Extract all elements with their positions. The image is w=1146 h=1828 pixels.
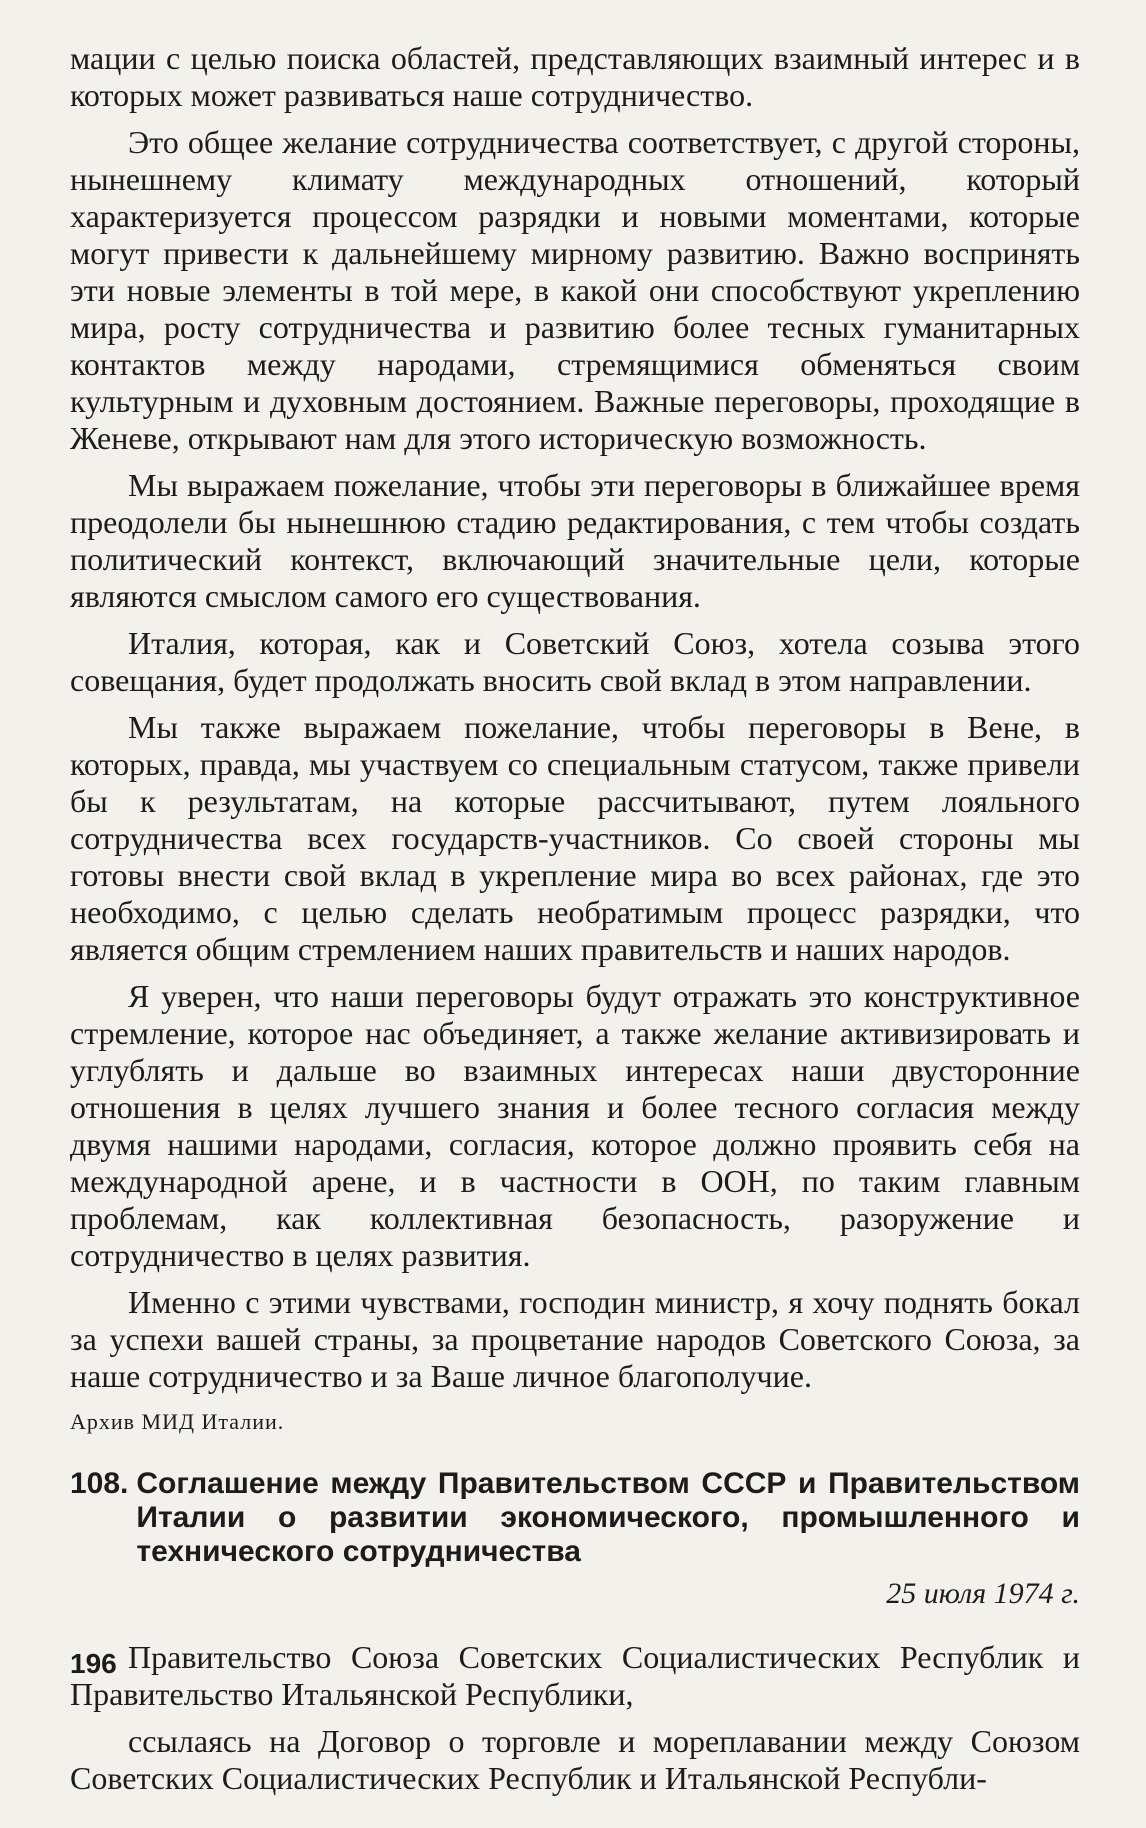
paragraph-7: Именно с этими чувствами, господин министр, я хочу поднять бокал за успехи вашей страны, за процветание народов Советского Союза, за наше сотрудничество и за Ваше личное благополучие. xyxy=(70,1284,1080,1394)
document-title: Соглашение между Правительством СССР и Правительством Италии о развитии экономического, промышленного и технического сотрудничества xyxy=(136,1467,1080,1568)
paragraph-6: Я уверен, что наши переговоры будут отражать это конструктивное стремление, которое нас объединяет, а также желание активизировать и углублять и дальше во взаимных интересах наши двусторонние отношения в целях лучшего знания и более тесного согласия между двумя нашими народами, согласия, которое должно проявить себя на международной арене, и в частности в ООН, по таким главным проблемам, как коллективная безопасность, разоружение и сотрудничество в целях развития. xyxy=(70,978,1080,1273)
paragraph-2: Это общее желание сотрудничества соответствует, с другой стороны, нынешнему климату международных отношений, который характеризуется процессом разрядки и новыми моментами, которые могут привести к дальнейшему мирному развитию. Важно воспринять эти новые элементы в той мере, в какой они способствуют укреплению мира, росту сотрудничества и развитию более тесных гуманитарных контактов между народами, стремящимися обменяться своим культурным и духовным достоянием. Важные переговоры, проходящие в Женеве, открывают нам для этого историческую возможность. xyxy=(70,124,1080,456)
document-number: 108. xyxy=(70,1467,129,1500)
paragraph-5: Мы также выражаем пожелание, чтобы переговоры в Вене, в которых, правда, мы участвуем со специальным статусом, также привели бы к результатам, на которые рассчитывают, путем лояльного сотрудничества всех государств-участников. Со своей стороны мы готовы внести свой вклад в укрепление мира во всех районах, где это необходимо, с целью сделать необратимым процесс разрядки, что является общим стремлением наших правительств и наших народов. xyxy=(70,709,1080,967)
paragraph-9: ссылаясь на Договор о торговле и мореплавании между Союзом Советских Социалистических Республик и Итальянской Республи- xyxy=(70,1723,1080,1796)
page-body xyxy=(70,40,1080,1807)
paragraph-3: Мы выражаем пожелание, чтобы эти переговоры в ближайшее время преодолели бы нынешнюю стадию редактирования, с тем чтобы создать политический контекст, включающий значительные цели, которые являются смыслом самого его существования. xyxy=(70,467,1080,614)
document-date: 25 июля 1974 г. xyxy=(886,1577,1080,1610)
page-number: 196 xyxy=(70,1648,117,1679)
source-citation: Архив МИД Италии. xyxy=(70,1409,285,1434)
paragraph-1: мации с целью поиска областей, представляющих взаимный интерес и в которых может развиваться наше сотрудничество. xyxy=(70,40,1080,113)
document-heading xyxy=(70,1467,1080,1569)
paragraph-8: Правительство Союза Советских Социалистических Республик и Правительство Итальянской Республики, xyxy=(70,1639,1080,1712)
paragraph-4: Италия, которая, как и Советский Союз, хотела созыва этого совещания, будет продолжать вносить свой вклад в этом направлении. xyxy=(70,625,1080,698)
